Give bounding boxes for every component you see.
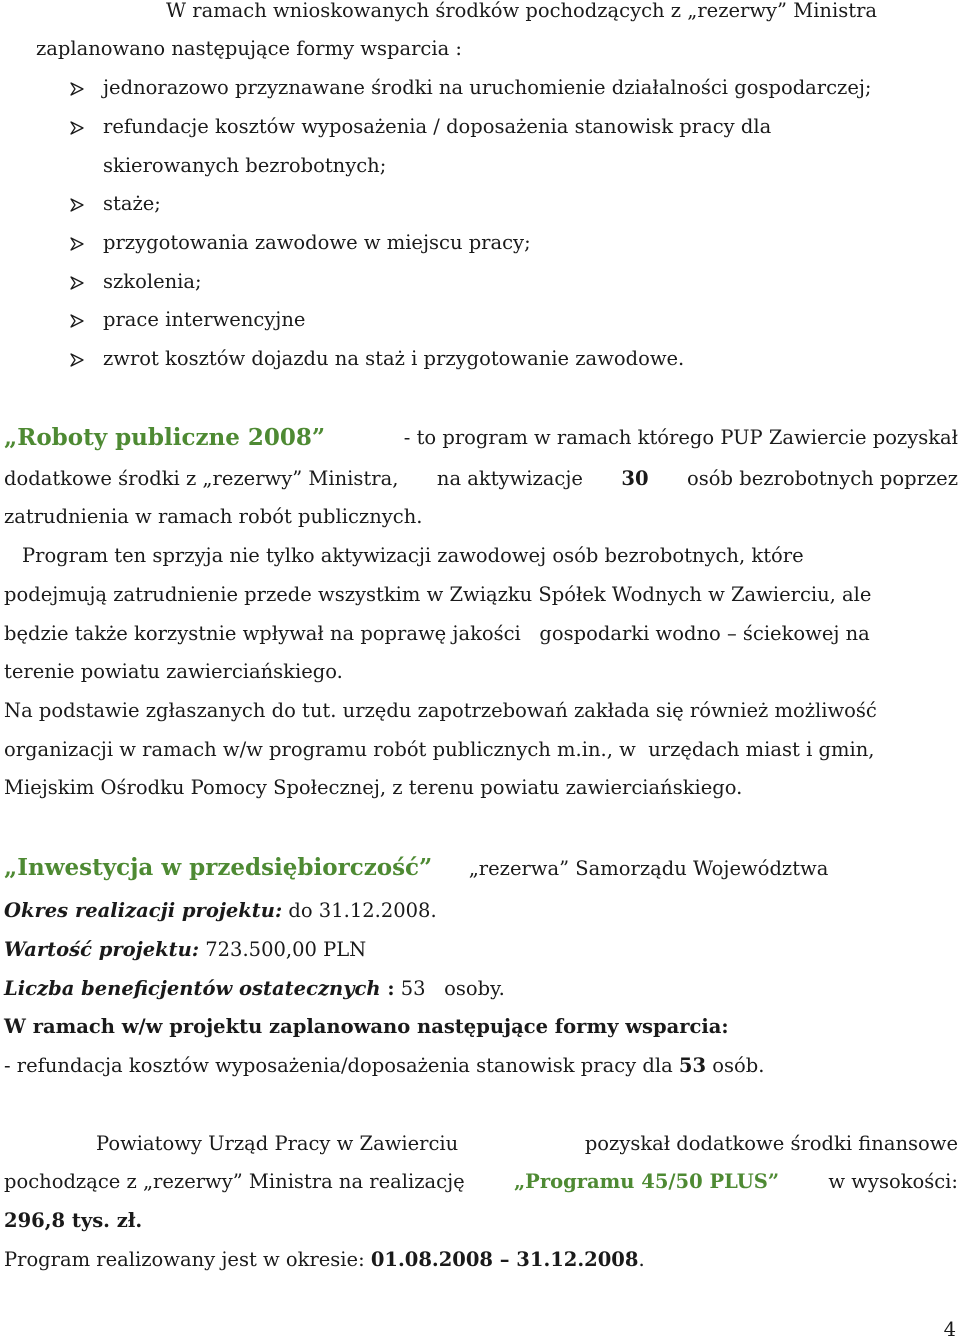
roboty-p3-line-2: organizacji w ramach w/w programu robót publicznych m.in., w urzędach miast i gmin, xyxy=(4,738,875,761)
roboty-p3-line-1: Na podstawie zgłaszanych do tut. urzędu zapotrzebowań zakłada się również możliwość xyxy=(4,699,877,722)
inwestycja-title: „Inwestycja w przedsiębiorczość” xyxy=(4,854,433,881)
intro-line-1: W ramach wnioskowanych środków pochodzących z „rezerwy” Ministra xyxy=(166,0,878,22)
okres-line: Okres realizacji projektu: do 31.12.2008. xyxy=(4,899,437,922)
roboty-p2-line-1: Program ten sprzyja nie tylko aktywizacji zawodowej osób bezrobotnych, które xyxy=(22,544,804,567)
arrowhead-bullet-icon xyxy=(68,190,90,218)
inwestycja-subtitle: „rezerwa” Samorządu Województwa xyxy=(468,857,829,880)
forms-heading: W ramach w/w projektu zaplanowano następujące formy wsparcia: xyxy=(4,1015,729,1038)
page-number: 4 xyxy=(943,1318,956,1341)
roboty-p3-line-3: Miejskim Ośrodku Pomocy Społecznej, z terenu powiatu zawierciańskiego. xyxy=(4,776,743,799)
forms-item: - refundacja kosztów wyposażenia/doposażenia stanowisk pracy dla 53 osób. xyxy=(4,1054,765,1077)
roboty-p2-line-2: podejmują zatrudnienie przede wszystkim w Związku Spółek Wodnych w Zawierciu, ale xyxy=(4,583,872,606)
arrowhead-bullet-icon xyxy=(68,345,90,373)
plus-period: Program realizowany jest w okresie: 01.08.2008 – 31.12.2008. xyxy=(4,1248,645,1271)
arrowhead-bullet-icon xyxy=(68,113,90,141)
roboty-title: „Roboty publiczne 2008” xyxy=(4,424,326,451)
roboty-line-3: zatrudnienia w ramach robót publicznych. xyxy=(4,505,423,528)
roboty-line-2: dodatkowe środki z „rezerwy” Ministra, na aktywizacje 30 osób bezrobotnych poprzez xyxy=(4,467,958,490)
bullet-item-continuation: skierowanych bezrobotnych; xyxy=(103,154,387,177)
arrowhead-bullet-icon xyxy=(68,268,90,296)
plus-amount: 296,8 tys. zł. xyxy=(4,1209,143,1232)
arrowhead-bullet-icon xyxy=(68,74,90,102)
bullet-item: refundacje kosztów wyposażenia / doposażenia stanowisk pracy dla xyxy=(103,115,772,138)
roboty-p2-line-3: będzie także korzystnie wpływał na poprawę jakości gospodarki wodno – ściekowej na xyxy=(4,622,870,645)
roboty-p2-line-4: terenie powiatu zawierciańskiego. xyxy=(4,660,343,683)
plus-line-1: Powiatowy Urząd Pracy w Zawierciu pozyskał dodatkowe środki finansowe xyxy=(96,1132,958,1155)
wartosc-line: Wartość projektu: 723.500,00 PLN xyxy=(4,938,367,961)
bullet-item: jednorazowo przyznawane środki na uruchomienie działalności gospodarczej; xyxy=(103,76,872,99)
bullet-item: prace interwencyjne xyxy=(103,308,306,331)
bullet-item: przygotowania zawodowe w miejscu pracy; xyxy=(103,231,531,254)
plus-line-2: pochodzące z „rezerwy” Ministra na realizację „Programu 45/50 PLUS” w wysokości: xyxy=(4,1168,958,1196)
arrowhead-bullet-icon xyxy=(68,306,90,334)
bullet-item: szkolenia; xyxy=(103,270,202,293)
liczba-line: Liczba beneficjentów ostatecznych : 53 osoby. xyxy=(4,977,505,1000)
roboty-line-1: „Roboty publiczne 2008” - to program w ramach którego PUP Zawiercie pozyskał xyxy=(4,424,958,451)
bullet-item: zwrot kosztów dojazdu na staż i przygotowanie zawodowe. xyxy=(103,347,685,370)
arrowhead-bullet-icon xyxy=(68,229,90,257)
program-45-50-plus-name: „Programu 45/50 PLUS” xyxy=(513,1170,780,1193)
inwestycja-heading-line xyxy=(4,854,958,882)
intro-line-2: zaplanowano następujące formy wsparcia : xyxy=(36,37,462,60)
bullet-item: staże; xyxy=(103,192,161,215)
